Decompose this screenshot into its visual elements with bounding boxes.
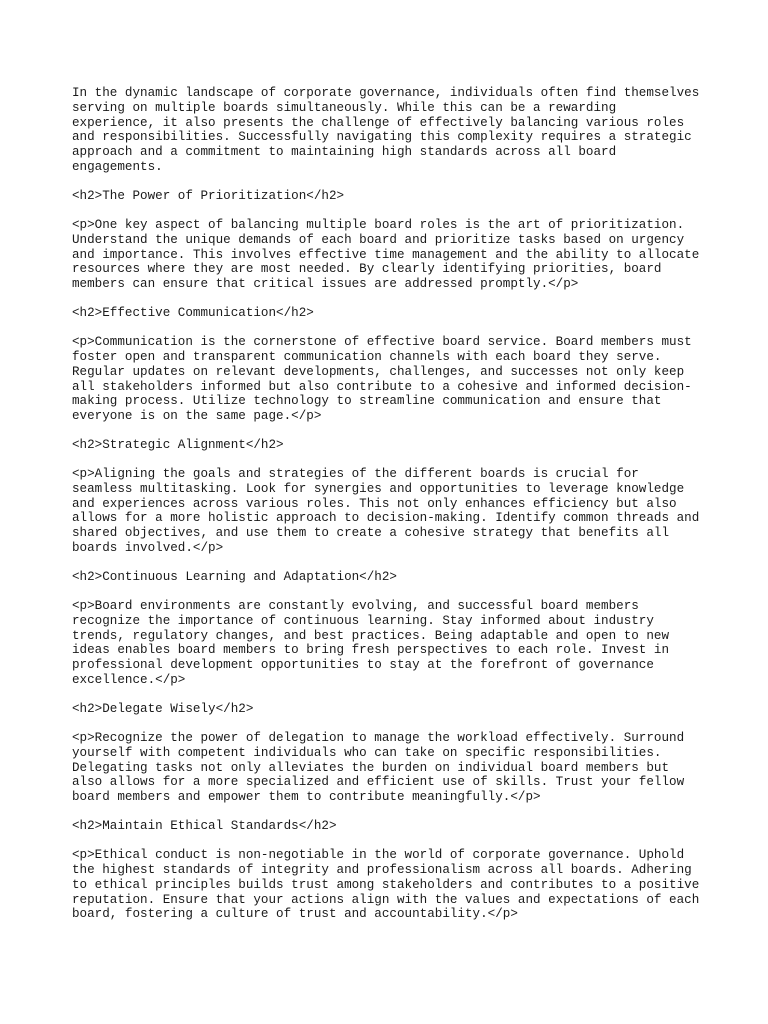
document-page bbox=[72, 86, 712, 936]
heading-power-of-prioritization: <h2>The Power of Prioritization</h2> bbox=[72, 188, 345, 203]
paragraph-continuous-learning: <p>Board environments are constantly evolving, and successful board members recognize the importance of continuous learning. Stay informed about industry trends, regulatory changes, and best practices. Being adaptable and open to new ideas enables board members to bring fresh perspectives to each role. Invest in professional development opportunities to stay at the forefront of governance excellence.</p> bbox=[72, 599, 670, 687]
heading-continuous-learning: <h2>Continuous Learning and Adaptation</h2> bbox=[72, 570, 397, 585]
heading-delegate-wisely: <h2>Delegate Wisely</h2> bbox=[72, 701, 254, 716]
heading-strategic-alignment: <h2>Strategic Alignment</h2> bbox=[72, 438, 284, 453]
intro-paragraph: In the dynamic landscape of corporate governance, individuals often find themselves serving on multiple boards simultaneously. While this can be a rewarding experience, it also presents the challenge of effectively balancing various roles and responsibilities. Successfully navigating this complexity requires a strategic approach and a commitment to maintaining high standards across all board engagements. bbox=[72, 86, 700, 174]
paragraph-delegate-wisely: <p>Recognize the power of delegation to manage the workload effectively. Surround yourself with competent individuals who can take on specific responsibilities. Delegating tasks not only alleviates the burden on individual board members but also allows for a more specialized and efficient use of skills. Trust your fellow board members and empower them to contribute meaningfully.</p> bbox=[72, 730, 685, 805]
paragraph-communication: <p>Communication is the cornerstone of effective board service. Board members must foster open and transparent communication channels with each board they serve. Regular updates on relevant developments, challenges, and successes not only keep all stakeholders informed but also contribute to a cohesive and informed decision- making process. Utilize technology to streamline communication and ensure that everyone is on the same page.</p> bbox=[72, 335, 692, 424]
paragraph-strategic-alignment: <p>Aligning the goals and strategies of the different boards is crucial for seamless multitasking. Look for synergies and opportunities to leverage knowledge and experiences across various roles. This not only enhances efficiency but also allows for a more holistic approach to decision-making. Identify common threads and shared objectives, and use them to create a cohesive strategy that benefits all boards involved.</p> bbox=[72, 467, 700, 556]
paragraph-prioritization: <p>One key aspect of balancing multiple board roles is the art of prioritization. Understand the unique demands of each board and prioritize tasks based on urgency and importance. This involves effective time management and the ability to allocate resources where they are most needed. By clearly identifying priorities, board members can ensure that critical issues are addressed promptly.</p> bbox=[72, 217, 700, 292]
heading-maintain-ethical-standards: <h2>Maintain Ethical Standards</h2> bbox=[72, 819, 337, 834]
heading-effective-communication: <h2>Effective Communication</h2> bbox=[72, 306, 314, 321]
paragraph-ethical-standards: <p>Ethical conduct is non-negotiable in the world of corporate governance. Uphold the highest standards of integrity and professionalism across all boards. Adhering to ethical principles builds trust among stakeholders and contributes to a positive reputation. Ensure that your actions align with the values and expectations of each board, fostering a culture of trust and accountability.</p> bbox=[72, 848, 700, 922]
